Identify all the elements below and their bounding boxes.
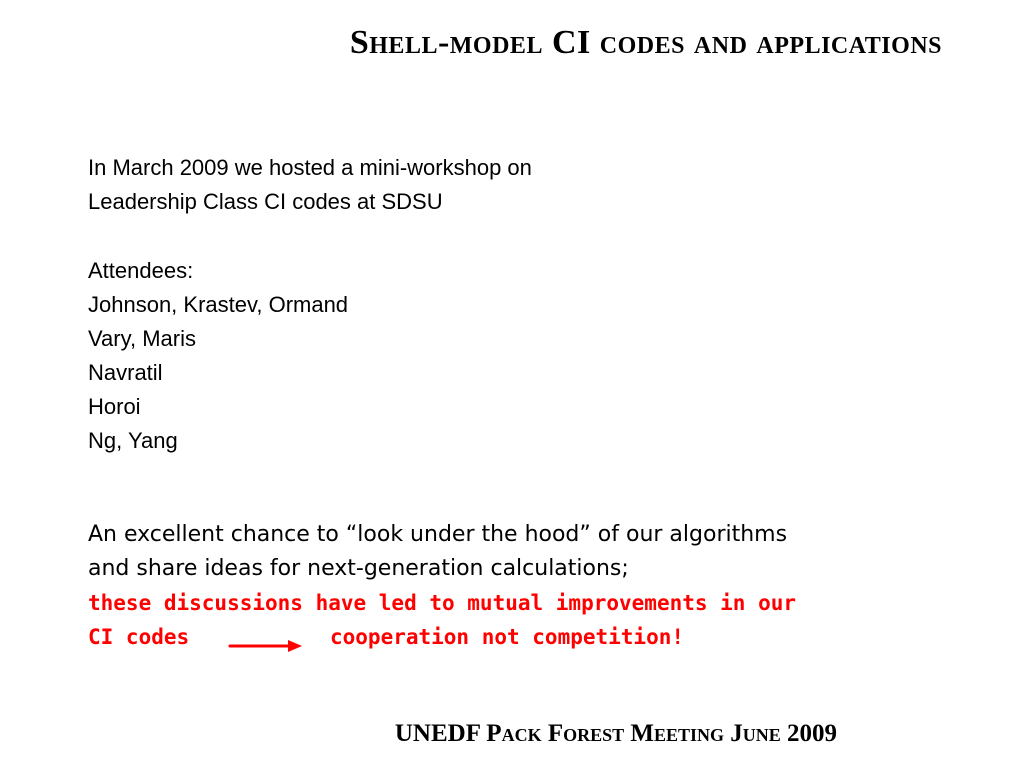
statement-line: and share ideas for next-generation calculations; bbox=[88, 556, 629, 581]
attendee-item: Navratil bbox=[88, 360, 163, 385]
highlight-line: these discussions have led to mutual improvements in our bbox=[88, 591, 797, 615]
statement-line: An excellent chance to “look under the hood” of our algorithms bbox=[88, 522, 788, 547]
attendees-heading: Attendees: bbox=[88, 258, 194, 283]
slide-footer: UNEDF Pack Forest Meeting June 2009 bbox=[394, 720, 837, 747]
attendee-item: Horoi bbox=[88, 394, 141, 419]
right-arrow-icon bbox=[228, 630, 304, 664]
intro-line: Leadership Class CI codes at SDSU bbox=[88, 189, 443, 214]
intro-text bbox=[88, 151, 532, 219]
highlight-conclusion bbox=[88, 620, 988, 654]
attendee-item: Vary, Maris bbox=[88, 326, 196, 351]
intro-line: In March 2009 we hosted a mini-workshop on bbox=[88, 155, 532, 180]
highlight-ci-codes: CI codes bbox=[88, 625, 190, 649]
attendee-item: Johnson, Krastev, Ormand bbox=[88, 292, 349, 317]
slide-title: Shell-model CI codes and applications bbox=[349, 24, 942, 61]
highlight-cooperation: cooperation not competition! bbox=[330, 625, 685, 649]
attendees-list bbox=[88, 254, 348, 458]
statement-block bbox=[88, 518, 988, 654]
attendee-item: Ng, Yang bbox=[88, 428, 178, 453]
